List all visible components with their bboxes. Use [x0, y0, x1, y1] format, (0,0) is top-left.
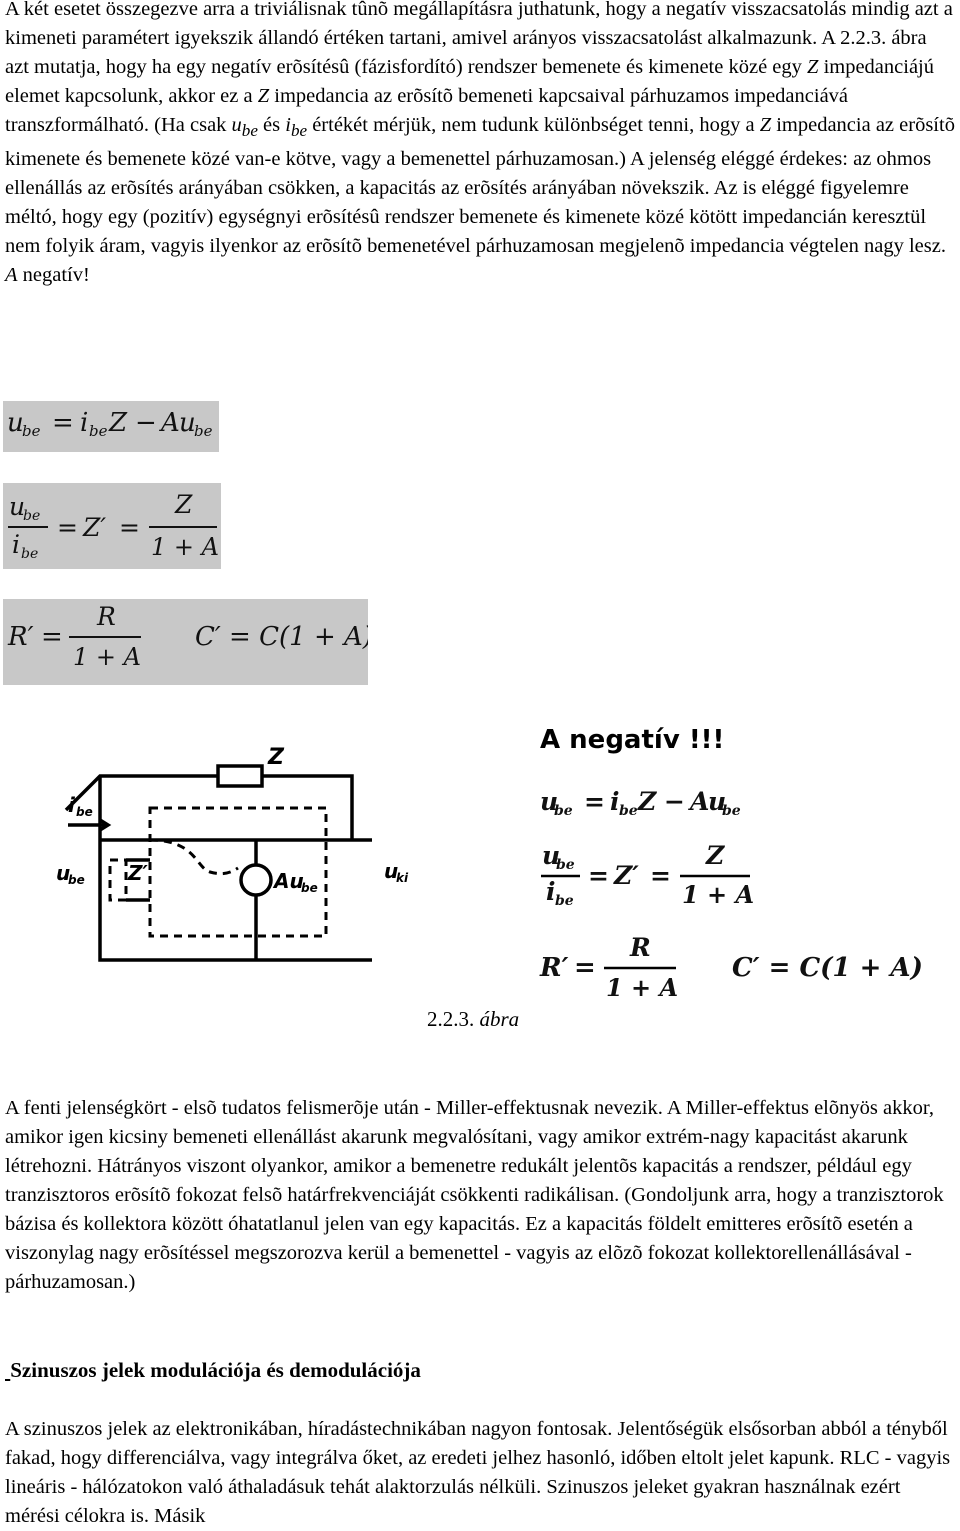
label-ube: u	[56, 861, 71, 885]
fig-eq1-sub: be	[619, 803, 638, 819]
label-ube-sub: be	[68, 873, 85, 887]
eq2-equals: =	[57, 513, 78, 542]
fig-eq1-sub: be	[554, 803, 573, 819]
fig-eq1-equals: =	[584, 787, 605, 816]
eq2-sub-be: be	[23, 508, 41, 524]
text-run: negatív!	[17, 264, 90, 287]
label-aube-sub: be	[301, 881, 318, 895]
eq3-capacitance: C′ = C(1 + A)	[195, 622, 368, 652]
fig-eq1-i: i	[610, 787, 620, 816]
impedance-z-resistor	[218, 766, 262, 786]
text-run: impedancia az erõsítõ kimenete és bemenete közé van-e kötve, vagy a bemenettel párhuzamosan.) A jelenség eléggé érdekes: az ohmos ellenállás az erõsítés arányában csökken, a kapacitás az erõsítés arányában növekszik. Az is eléggé figyelemre méltó, hogy egy (pozitív) egységnyi erõsítésû rendszer bemenete és kimenete közé kötött impedancián keresztül nem folyik áram, vagyis ilyenkor az erõsítõ bemenetével párhuzamosan megjelenõ impedancia végtelen nagy lesz.	[5, 114, 955, 258]
eq2-z: Z	[175, 490, 193, 519]
eq1-sub-be: be	[22, 422, 41, 440]
z-prime-element	[110, 860, 126, 900]
label-ibe: i	[68, 793, 75, 817]
source-circle	[241, 865, 271, 895]
label-z: Z	[268, 745, 284, 770]
fig-eq3-rp: R′	[540, 953, 569, 983]
intro-paragraph	[5, 0, 955, 290]
eq2-sub-be: be	[21, 546, 39, 562]
fig-eq2-zp: Z′	[614, 861, 639, 890]
fig-eq2-sub: be	[556, 857, 575, 873]
equation-1-svg	[3, 401, 219, 452]
eq1-minus: −	[135, 408, 157, 438]
eq2-denominator: 1 + A	[151, 533, 219, 561]
label-z-prime: Z′	[128, 861, 148, 885]
label-ibe-sub: be	[76, 805, 93, 819]
eq3-denominator: 1 + A	[73, 643, 141, 671]
caption-word: ábra	[479, 1007, 520, 1031]
label-aube: Au	[274, 869, 304, 893]
text-run: A két esetet összegezve arra a triviálisnak tûnõ megállapításra juthatunk, hogy a negatív visszacsatolás mindig azt a kimeneti paramétert igyekszik állandó értéken tartani, amivel arányos visszacsatolást alkalmazunk. A 2.2.3. ábra azt mutatja, hogy ha egy negatív erõsítésû (fázisfordító) rendszer bemenete és kimenete közé egy	[5, 0, 953, 78]
miller-effect-paragraph: A fenti jelenségkört - elsõ tudatos felismerõje után - Miller-effektusnak nevezik. A Miller-effektus elõnyös akkor, amikor igen kicsiny bemeneti ellenállást akarunk megvalósítani, vagy amikor extrém-nagy kapacitást akarunk létrehozni. Hátrányos viszont olyankor, amikor a bemenetre redukált jelentõs kapacitás a rendszer, például egy tranzisztoros erõsítõ fokozat felsõ határfrekvenciáját csökkenti radikálisan. (Gondoljunk arra, hogy a tranzisztorok bázisa és kollektora között óhatatlanul jelen van egy kapacitás. Ez a kapacitás földelt emitteres erõsítõ esetén a viszonylag nagy erõsítéssel megszorozva kerül a bemenettel - vagyis az elõzõ fokozat kollektorellenállásával - párhuzamosan.)	[5, 1097, 944, 1293]
fig-eq2-z: Z	[706, 841, 725, 870]
eq2-i: i	[12, 530, 20, 559]
subscript-be: be	[290, 121, 308, 141]
eq3-r-prime: R′	[8, 622, 34, 652]
eq1-sub-be: be	[194, 422, 213, 440]
fig-eq2-sub: be	[555, 893, 574, 909]
eq1-u: u	[7, 408, 24, 438]
eq1-i: i	[80, 408, 89, 438]
symbol-i: i	[285, 114, 291, 136]
eq2-z-prime: Z′	[83, 513, 107, 542]
fig-eq3-den: 1 + A	[606, 973, 679, 1002]
fig-eq1-a: A	[690, 787, 710, 816]
fig-eq2-equals: =	[588, 861, 609, 890]
fig-eq2-u: u	[542, 841, 561, 870]
heading-text: Szinuszos jelek modulációja és demodulációja	[10, 1358, 421, 1382]
label-uki-sub: ki	[396, 871, 409, 885]
fig-eq1-minus: −	[664, 787, 685, 816]
equation-image-2	[3, 483, 221, 569]
figure-title: A negatív !!!	[540, 725, 725, 755]
eq3-equals: =	[41, 622, 63, 652]
symbol-z: Z	[759, 114, 772, 136]
eq1-sub-be: be	[89, 422, 108, 440]
symbol-z: Z	[257, 85, 270, 107]
fig-eq3-r: R	[630, 933, 651, 962]
fig-eq2-equals: =	[650, 861, 671, 890]
section-heading	[5, 1356, 421, 1385]
fig-eq1-u: u	[540, 787, 559, 816]
dashed-input-link	[150, 840, 238, 874]
miller-effect-figure	[0, 700, 960, 1010]
fig-eq2-den: 1 + A	[682, 880, 755, 909]
text-run: impedancia az erõsítõ bemeneti kapcsaival párhuzamos impedanciává transzformálható. (Ha csak	[5, 85, 849, 136]
fig-eq1-u2: u	[708, 787, 727, 816]
eq1-u: u	[179, 408, 196, 438]
fig-eq1-z: Z	[638, 787, 657, 816]
fig-eq2-i: i	[546, 877, 556, 906]
text-run: és	[257, 114, 286, 136]
symbol-u: u	[231, 114, 242, 136]
eq3-r: R	[97, 602, 116, 631]
fig-eq3-c: C′ = C(1 + A)	[732, 953, 923, 983]
text-run: értékét mérjük, nem tudunk különbséget tenni, hogy a	[307, 114, 760, 136]
eq1-z: Z	[109, 408, 128, 438]
subscript-be: be	[241, 121, 258, 141]
figure-caption	[427, 1007, 519, 1032]
equation-image-3	[3, 599, 368, 685]
symbol-z: Z	[807, 56, 819, 78]
eq2-u: u	[9, 492, 26, 521]
symbol-a: A	[5, 264, 18, 287]
controlled-source	[126, 840, 271, 960]
text-run: impedanciájú elemet kapcsolunk, akkor ez a	[5, 56, 934, 107]
equation-3-svg	[3, 599, 368, 685]
equation-2-svg	[3, 483, 221, 569]
fig-eq3-equals: =	[574, 953, 596, 983]
label-uki: u	[384, 859, 399, 883]
fig-eq1-sub: be	[722, 803, 741, 819]
eq1-a: A	[161, 408, 180, 438]
caption-number: 2.2.3.	[427, 1007, 480, 1031]
equation-image-1	[3, 401, 219, 452]
eq1-equals: =	[52, 408, 74, 438]
eq2-equals: =	[119, 513, 140, 542]
sinusoid-paragraph: A szinuszos jelek az elektronikában, híradástechnikában nagyon fontosak. Jelentőségük elsősorban abból a tényből fakad, hogy differenciálva, vagy integrálva őket, az eredeti jelhez hasonló, időben eltolt jelet kapunk. RLC - vagyis lineáris - hálózatokon való áthaladásuk tehát alaktorzulás nélküli. Szinuszos jeleket gyakran használnak ezért mérési célokra is. Másik	[5, 1418, 951, 1527]
